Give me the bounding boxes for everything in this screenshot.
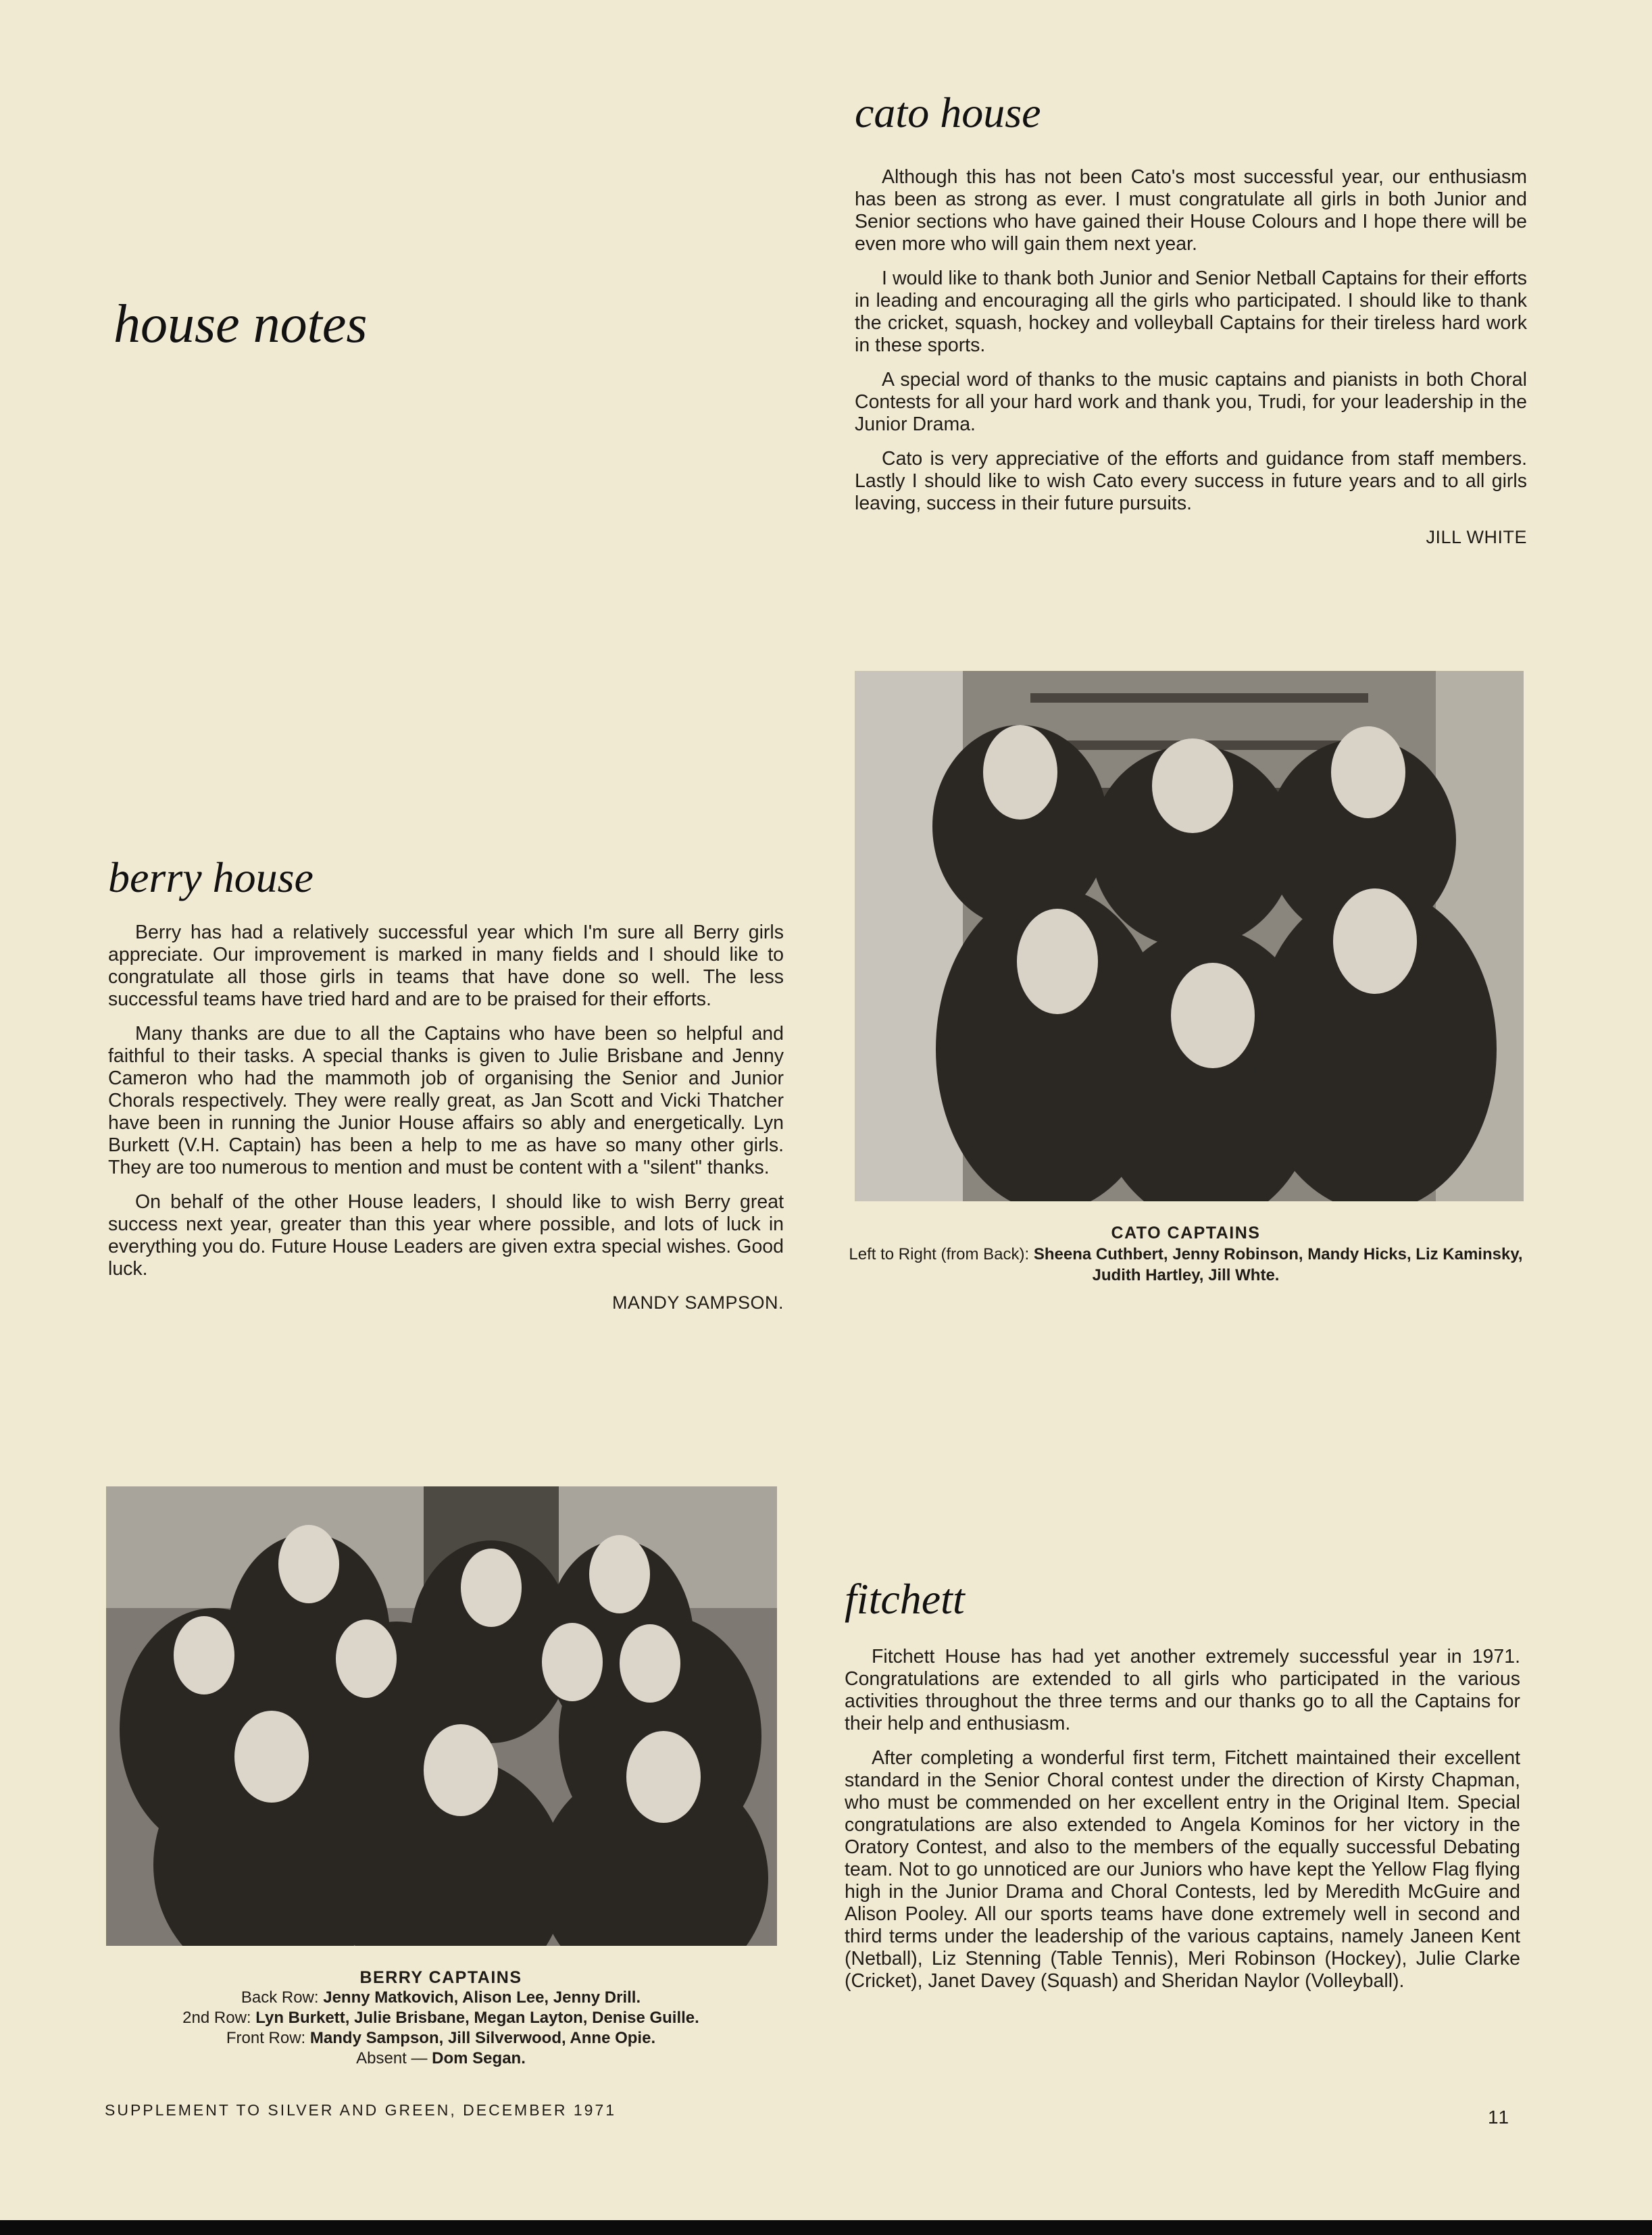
- berry-caption: [101, 1967, 780, 2069]
- cato-captains-photo: [855, 671, 1524, 1201]
- berry-caption-row: [101, 2008, 780, 2028]
- cato-caption: [841, 1223, 1530, 1286]
- fitchett-paragraph: Fitchett House has had yet another extremely successful year in 1971. Congratulations are extended to all girls who participated in the various activities throughout the three terms and our thanks go to all the Captains for their help and enthusiasm.: [845, 1646, 1520, 1734]
- cato-paragraph: A special word of thanks to the music captains and pianists in both Choral Contests for all your hard work and thank you, Trudi, for your leadership in the Junior Drama.: [855, 369, 1527, 435]
- berry-paragraph: On behalf of the other House leaders, I should like to wish Berry great success next year, greater than this year where possible, and lots of luck in everything you do. Future House Leaders are given extra special wishes. Good luck.: [108, 1191, 784, 1280]
- berry-row-names: Dom Segan.: [432, 2049, 526, 2067]
- berry-row-names: Lyn Burkett, Julie Brisbane, Megan Layton, Denise Guille.: [255, 2009, 699, 2027]
- page-number: 11: [1488, 2107, 1511, 2128]
- cato-caption-names: [841, 1244, 1530, 1286]
- cato-caption-prefix: Left to Right (from Back):: [849, 1245, 1030, 1263]
- fitchett-heading: fitchett: [845, 1575, 965, 1623]
- fitchett-paragraph: After completing a wonderful first term, Fitchett maintained their excellent standard in the Senior Choral contest under the direction of Kirsty Chapman, who must be commended on her excellent entry in the Original Item. Special congratulations are also extended to Angela Kominos for her victory in the Oratory Contest, and also to the members of the equally successful Debating team. Not to go unnoticed are our Juniors who have kept the Yellow Flag flying high in the Junior Drama and Choral Contests, led by Meredith McGuire and Alison Pooley. All our sports teams have done extremely well in second and third terms under the leadership of the various captains, namely Janeen Kent (Netball), Liz Stenning (Table Tennis), Meri Robinson (Hockey), Julie Clarke (Cricket), Janet Davey (Squash) and Sheridan Naylor (Volleyball).: [845, 1747, 1520, 1992]
- berry-captains-photo: [106, 1486, 777, 1946]
- cato-text: [855, 166, 1527, 515]
- berry-section: [108, 853, 784, 1313]
- berry-paragraph: Many thanks are due to all the Captains who have been so helpful and faithful to their tasks. A special thanks is given to Julie Brisbane and Jenny Cameron who had the mammoth job of organising the Senior and Junior Chorals respectively. They were really great, as Jan Scott and Vicki Thatcher have been in running the Junior House affairs so ably and energetically. Lyn Burkett (V.H. Captain) has been a help to me as have so many other girls. They are too numerous to mention and must be content with a "silent" thanks.: [108, 1023, 784, 1178]
- berry-row-names: Jenny Matkovich, Alison Lee, Jenny Drill.: [323, 1988, 641, 2007]
- berry-paragraph: Berry has had a relatively successful year which I'm sure all Berry girls appreciate. Our improvement is marked in many fields and I should like to congratulate all those girls in teams that have done so well. The less successful teams have tried hard and are to be praised for their efforts.: [108, 922, 784, 1010]
- cato-caption-list: Sheena Cuthbert, Jenny Robinson, Mandy Hicks, Liz Kaminsky, Judith Hartley, Jill Whte.: [1033, 1245, 1523, 1284]
- berry-row-label: 2nd Row:: [182, 2009, 251, 2027]
- berry-heading: berry house: [108, 853, 314, 901]
- berry-row-label: Absent —: [356, 2049, 428, 2067]
- cato-paragraph: I would like to thank both Junior and Senior Netball Captains for their efforts in leading and encouraging all the girls who participated. I should like to thank the cricket, squash, hockey and volleyball Captains for their tireless hard work in these sports.: [855, 268, 1527, 356]
- footer-publication: SUPPLEMENT TO SILVER AND GREEN, DECEMBER 1971: [105, 2101, 617, 2119]
- berry-row-label: Front Row:: [226, 2029, 306, 2047]
- berry-row-label: Back Row:: [241, 1988, 319, 2007]
- cato-paragraph: Although this has not been Cato's most successful year, our enthusiasm has been as strong as ever. I must congratulate all girls in both Junior and Senior sections who have gained their House Colours and I hope there will be even more who will gain them next year.: [855, 166, 1527, 255]
- berry-text: [108, 922, 784, 1280]
- berry-caption-row: [101, 2028, 780, 2049]
- berry-caption-row: [101, 2049, 780, 2069]
- fitchett-text: [845, 1646, 1520, 1992]
- berry-caption-title: BERRY CAPTAINS: [359, 1968, 522, 1987]
- page-edge: [0, 2220, 1652, 2235]
- cato-caption-title: CATO CAPTAINS: [1111, 1224, 1261, 1242]
- cato-paragraph: Cato is very appreciative of the efforts and guidance from staff members. Lastly I should like to wish Cato every success in future years and to all girls leaving, success in their future pursuits.: [855, 448, 1527, 514]
- fitchett-section: [845, 1574, 1520, 2005]
- page-title: house notes: [114, 295, 368, 354]
- cato-signature: JILL WHITE: [1426, 527, 1527, 547]
- cato-section: [855, 88, 1527, 548]
- berry-signature: MANDY SAMPSON.: [611, 1292, 784, 1313]
- cato-heading: cato house: [855, 89, 1041, 136]
- berry-caption-row: [101, 1988, 780, 2008]
- berry-row-names: Mandy Sampson, Jill Silverwood, Anne Opie.: [309, 2029, 656, 2047]
